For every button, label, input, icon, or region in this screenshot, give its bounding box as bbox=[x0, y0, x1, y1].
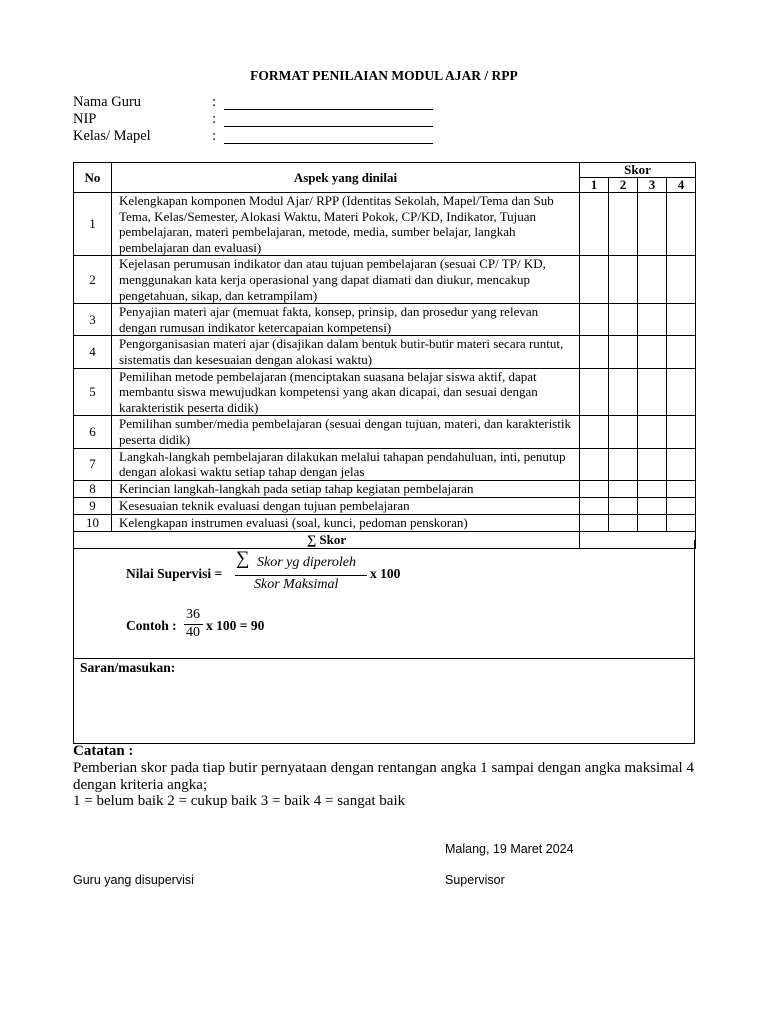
row-number: 10 bbox=[74, 514, 112, 531]
identity-blank-line bbox=[224, 143, 433, 144]
row-aspect: Kelengkapan komponen Modul Ajar/ RPP (Identitas Sekolah, Mapel/Tema dan Sub Tema, Kelas/Semester, Alokasi Waktu, Materi Pokok, CP/KD, Indikator, Tujuan pembelajaran, materi pembelajaran, metode, media, sumber belajar, langkah pembelajaran dan evaluasi) bbox=[112, 193, 580, 256]
score-cell[interactable] bbox=[580, 336, 609, 368]
catatan-criteria: 1 = belum baik 2 = cukup baik 3 = baik 4 = sangat baik bbox=[73, 793, 406, 809]
row-number: 9 bbox=[74, 497, 112, 514]
score-cell[interactable] bbox=[667, 304, 696, 336]
score-cell[interactable] bbox=[638, 304, 667, 336]
score-cell[interactable] bbox=[667, 416, 696, 448]
row-aspect: Penyajian materi ajar (memuat fakta, konsep, prinsip, dan prosedur yang relevan dengan rumusan indikator ketercapaian kompetensi) bbox=[112, 304, 580, 336]
score-cell[interactable] bbox=[609, 336, 638, 368]
table-row bbox=[74, 448, 696, 480]
row-number: 1 bbox=[74, 193, 112, 256]
score-cell[interactable] bbox=[609, 497, 638, 514]
score-cell[interactable] bbox=[580, 368, 609, 416]
score-cell[interactable] bbox=[580, 480, 609, 497]
row-number: 4 bbox=[74, 336, 112, 368]
row-number: 7 bbox=[74, 448, 112, 480]
table-row bbox=[74, 514, 696, 531]
example-label: Contoh : bbox=[126, 618, 177, 633]
header-skor: Skor bbox=[580, 163, 696, 178]
row-number: 2 bbox=[74, 256, 112, 304]
score-column-header: 1 bbox=[580, 178, 609, 193]
score-cell[interactable] bbox=[609, 448, 638, 480]
score-cell[interactable] bbox=[609, 480, 638, 497]
row-aspect: Langkah-langkah pembelajaran dilakukan melalui tahapan pendahuluan, inti, penutup dengan alokasi waktu setiap tahap dengan jelas bbox=[112, 448, 580, 480]
score-cell[interactable] bbox=[667, 256, 696, 304]
header-aspek: Aspek yang dinilai bbox=[112, 163, 580, 193]
form-title: FORMAT PENILAIAN MODUL AJAR / RPP bbox=[250, 68, 518, 83]
row-aspect: Kesesuaian teknik evaluasi dengan tujuan pembelajaran bbox=[112, 497, 580, 514]
row-aspect: Kerincian langkah-langkah pada setiap tahap kegiatan pembelajaran bbox=[112, 480, 580, 497]
catatan-text: Pemberian skor pada tiap butir pernyataan dengan rentangan angka 1 sampai dengan angka maksimal 4 dengan kriteria angka; bbox=[73, 760, 694, 793]
score-cell[interactable] bbox=[580, 304, 609, 336]
example-numerator: 36 bbox=[186, 607, 200, 622]
score-cell[interactable] bbox=[580, 256, 609, 304]
score-cell[interactable] bbox=[609, 304, 638, 336]
table-row bbox=[74, 193, 696, 256]
row-aspect: Pengorganisasian materi ajar (disajikan dalam bentuk butir-butir materi secara runtut, sistematis dan kesesuaian dengan alokasi waktu) bbox=[112, 336, 580, 368]
catatan-title: Catatan : bbox=[73, 743, 134, 759]
score-cell[interactable] bbox=[638, 193, 667, 256]
identity-blank-line bbox=[224, 109, 433, 110]
score-cell[interactable] bbox=[580, 497, 609, 514]
score-cell[interactable] bbox=[609, 514, 638, 531]
score-cell[interactable] bbox=[638, 514, 667, 531]
table-row bbox=[74, 416, 696, 448]
formula-multiplier: x 100 bbox=[370, 566, 401, 581]
score-cell[interactable] bbox=[667, 497, 696, 514]
row-number: 6 bbox=[74, 416, 112, 448]
sigma-symbol: ∑ bbox=[236, 548, 250, 569]
identity-colon: : bbox=[212, 111, 217, 127]
score-cell[interactable] bbox=[667, 368, 696, 416]
header-no: No bbox=[74, 163, 112, 193]
score-cell[interactable] bbox=[667, 514, 696, 531]
place-date: Malang, 19 Maret 2024 bbox=[445, 842, 574, 856]
row-aspect: Pemilihan metode pembelajaran (menciptakan suasana belajar siswa aktif, dapat membantu siswa mewujudkan kompetensi yang akan dicapai, dan sesuai dengan karakteristik peserta didik) bbox=[112, 368, 580, 416]
score-cell[interactable] bbox=[638, 480, 667, 497]
score-cell[interactable] bbox=[609, 368, 638, 416]
score-cell[interactable] bbox=[580, 514, 609, 531]
table-row bbox=[74, 497, 696, 514]
score-cell[interactable] bbox=[609, 256, 638, 304]
supervisor-signature-label: Supervisor bbox=[445, 873, 505, 887]
example-result: x 100 = 90 bbox=[206, 618, 265, 633]
row-number: 5 bbox=[74, 368, 112, 416]
formula-numerator: Skor yg diperoleh bbox=[257, 555, 357, 570]
score-cell[interactable] bbox=[638, 256, 667, 304]
score-cell[interactable] bbox=[638, 336, 667, 368]
table-row bbox=[74, 480, 696, 497]
formula-denominator: Skor Maksimal bbox=[254, 577, 339, 592]
table-row bbox=[74, 336, 696, 368]
score-cell[interactable] bbox=[580, 448, 609, 480]
row-aspect: Pemilihan sumber/media pembelajaran (sesuai dengan tujuan, materi, dan karakteristik peserta didik) bbox=[112, 416, 580, 448]
score-cell[interactable] bbox=[580, 416, 609, 448]
saran-label: Saran/masukan: bbox=[80, 660, 176, 675]
score-cell[interactable] bbox=[638, 448, 667, 480]
sum-skor-label: ∑ Skor bbox=[74, 531, 580, 548]
score-cell[interactable] bbox=[638, 497, 667, 514]
formula-label: Nilai Supervisi = bbox=[126, 566, 223, 581]
score-cell[interactable] bbox=[638, 416, 667, 448]
saran-box[interactable] bbox=[73, 658, 695, 744]
score-cell[interactable] bbox=[638, 368, 667, 416]
score-column-header: 3 bbox=[638, 178, 667, 193]
identity-blank-line bbox=[224, 126, 433, 127]
identity-label: NIP bbox=[73, 111, 97, 127]
teacher-signature-label: Guru yang disupervisi bbox=[73, 873, 194, 887]
table-row bbox=[74, 368, 696, 416]
score-cell[interactable] bbox=[609, 193, 638, 256]
score-cell[interactable] bbox=[667, 193, 696, 256]
table-row bbox=[74, 304, 696, 336]
row-aspect: Kejelasan perumusan indikator dan atau tujuan pembelajaran (sesuai CP/ TP/ KD, menggunakan kata kerja operasional yang dapat diamati dan diukur, mencakup pengetahuan, sikap, dan ketrampilam) bbox=[112, 256, 580, 304]
assessment-table bbox=[73, 162, 696, 549]
score-column-header: 4 bbox=[667, 178, 696, 193]
score-cell[interactable] bbox=[667, 336, 696, 368]
identity-colon: : bbox=[212, 94, 217, 110]
identity-label: Nama Guru bbox=[73, 94, 142, 110]
identity-colon: : bbox=[212, 128, 217, 144]
score-cell[interactable] bbox=[609, 416, 638, 448]
row-number: 3 bbox=[74, 304, 112, 336]
identity-label: Kelas/ Mapel bbox=[73, 128, 151, 144]
row-aspect: Kelengkapan instrumen evaluasi (soal, kunci, pedoman penskoran) bbox=[112, 514, 580, 531]
score-column-header: 2 bbox=[609, 178, 638, 193]
table-row bbox=[74, 256, 696, 304]
score-cell[interactable] bbox=[667, 480, 696, 497]
example-denominator: 40 bbox=[186, 625, 200, 640]
row-number: 8 bbox=[74, 480, 112, 497]
formula-box bbox=[73, 540, 695, 659]
fraction-line bbox=[235, 575, 367, 576]
score-cell[interactable] bbox=[667, 448, 696, 480]
score-cell[interactable] bbox=[580, 193, 609, 256]
